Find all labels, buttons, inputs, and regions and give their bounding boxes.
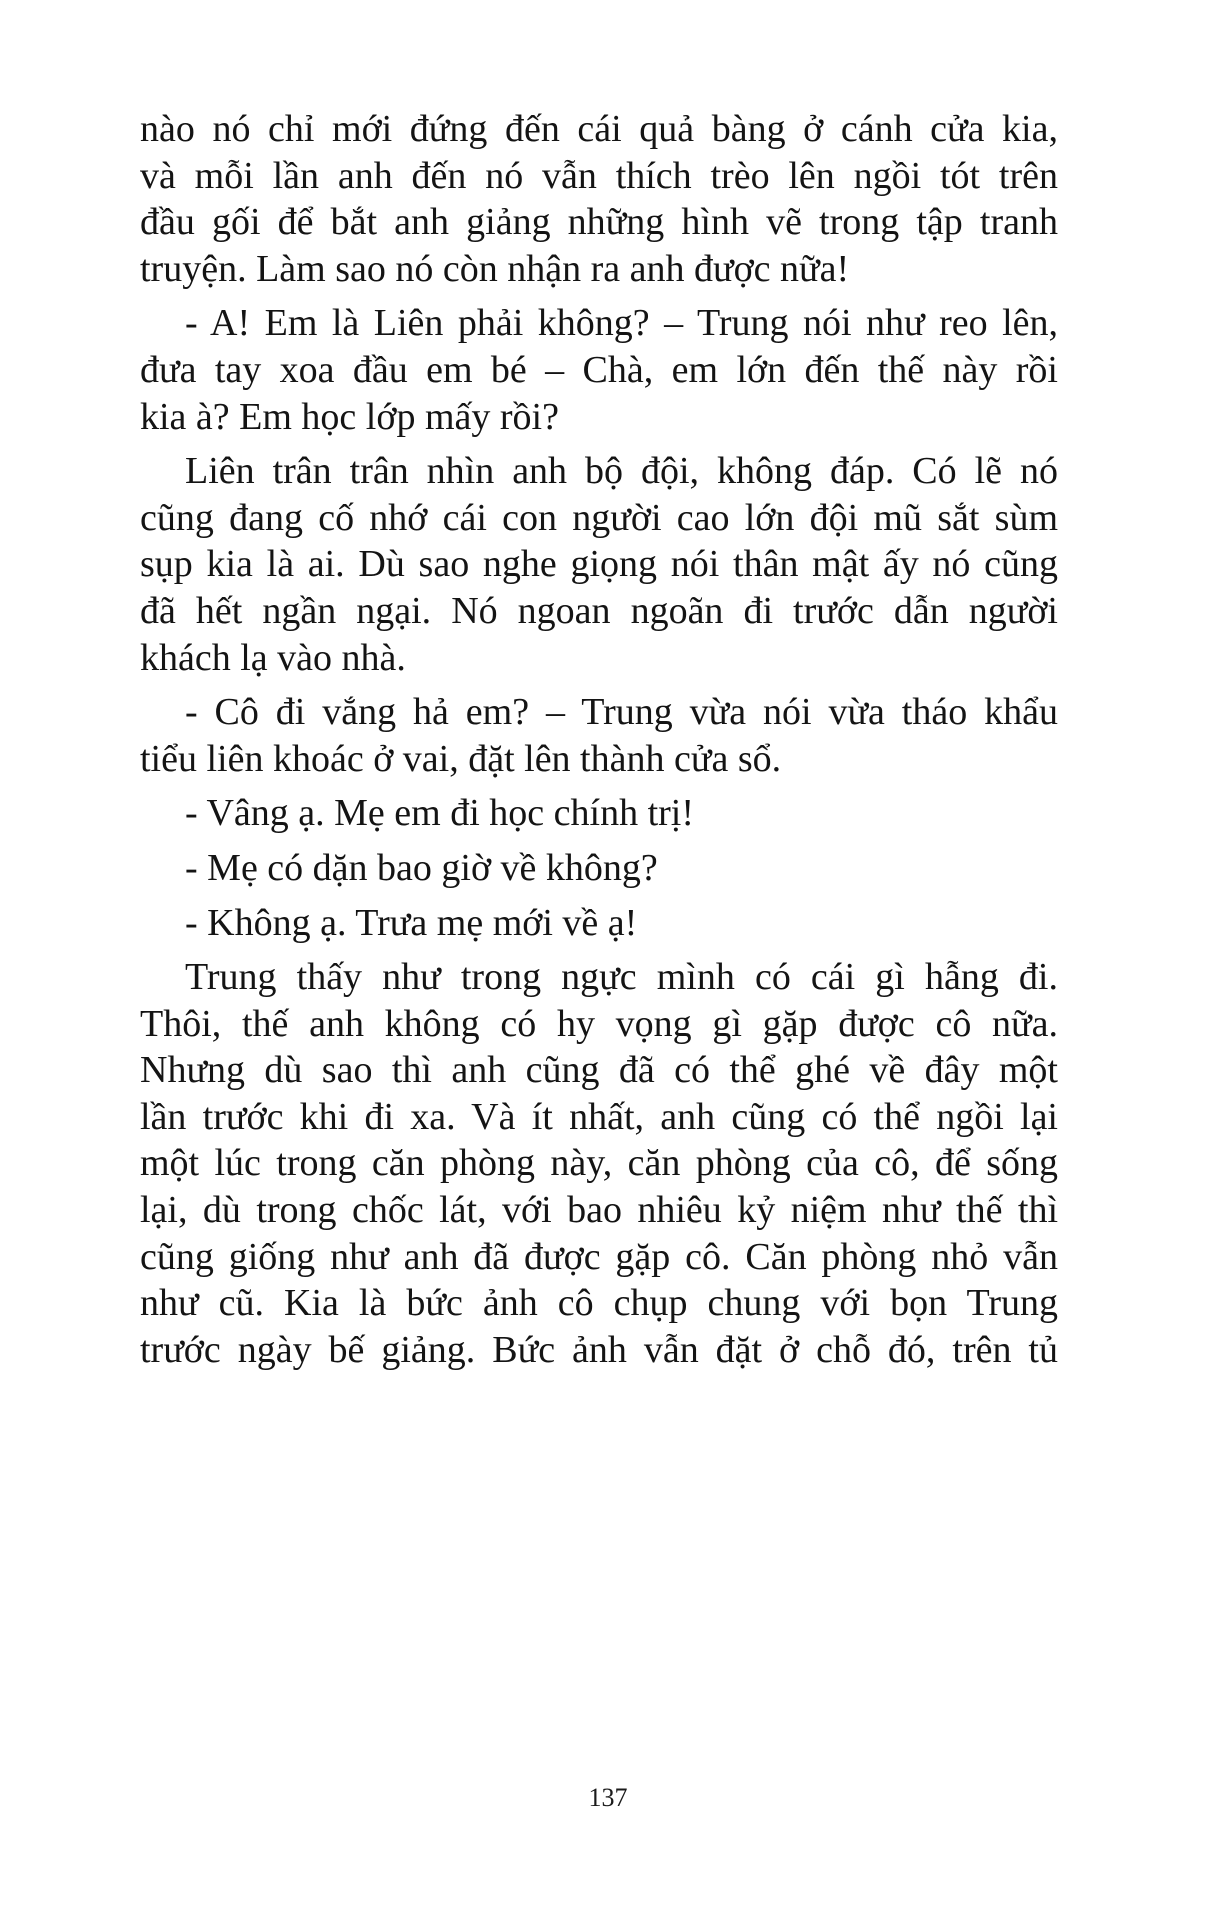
text-line: - A! Em là Liên phải không? – Trung nói như reo lên, (185, 302, 1058, 345)
text-line: kia à? Em học lớp mấy rồi? (140, 395, 559, 438)
page-number: 137 (588, 1783, 628, 1812)
text-line: tiểu liên khoác ở vai, đặt lên thành cửa sổ. (140, 737, 782, 780)
paragraph-6-dialogue (140, 845, 1058, 892)
text-line: Nhưng dù sao thì anh cũng đã có thể ghé về đây một (140, 1049, 1058, 1092)
paragraph-5-dialogue (140, 790, 1058, 837)
text-line: - Mẹ có dặn bao giờ về không? (185, 846, 658, 889)
text-line: Liên trân trân nhìn anh bộ đội, không đáp. Có lẽ nó (185, 450, 1058, 493)
text-line: khách lạ vào nhà. (140, 636, 406, 679)
body-text (140, 106, 1058, 1381)
text-line: đưa tay xoa đầu em bé – Chà, em lớn đến thế này rồi (140, 348, 1058, 391)
text-line: - Vâng ạ. Mẹ em đi học chính trị! (185, 792, 694, 835)
text-line: nào nó chỉ mới đứng đến cái quả bàng ở cánh cửa kia, (140, 108, 1058, 150)
text-line: một lúc trong căn phòng này, căn phòng của cô, để sống (140, 1142, 1058, 1185)
paragraph-2-dialogue (140, 300, 1058, 440)
text-line: Trung thấy như trong ngực mình có cái gì hẫng đi. (185, 956, 1058, 999)
paragraph-8 (140, 954, 1058, 1373)
text-line: truyện. Làm sao nó còn nhận ra anh được nữa! (140, 247, 850, 290)
text-line: lần trước khi đi xa. Và ít nhất, anh cũng có thể ngồi lại (140, 1095, 1058, 1138)
text-line: - Không ạ. Trưa mẹ mới về ạ! (185, 901, 638, 944)
paragraph-7-dialogue (140, 900, 1058, 947)
text-line: lại, dù trong chốc lát, với bao nhiêu kỷ niệm như thế thì (140, 1189, 1058, 1232)
text-line: cũng đang cố nhớ cái con người cao lớn đội mũ sắt sùm (140, 496, 1058, 539)
paragraph-3 (140, 448, 1058, 681)
text-line: sụp kia là ai. Dù sao nghe giọng nói thân mật ấy nó cũng (140, 543, 1058, 586)
paragraph-1 (140, 106, 1058, 292)
text-line: trước ngày bế giảng. Bức ảnh vẫn đặt ở chỗ đó, trên tủ (140, 1328, 1058, 1371)
text-line: - Cô đi vắng hả em? – Trung vừa nói vừa tháo khẩu (185, 691, 1058, 734)
text-line: đã hết ngần ngại. Nó ngoan ngoãn đi trước dẫn người (140, 589, 1058, 632)
text-line: Thôi, thế anh không có hy vọng gì gặp được cô nữa. (140, 1002, 1058, 1045)
text-line: cũng giống như anh đã được gặp cô. Căn phòng nhỏ vẫn (140, 1235, 1058, 1278)
text-line: như cũ. Kia là bức ảnh cô chụp chung với bọn Trung (140, 1282, 1058, 1325)
text-line: đầu gối để bắt anh giảng những hình vẽ trong tập tranh (140, 201, 1058, 244)
paragraph-4-dialogue (140, 689, 1058, 782)
text-line: và mỗi lần anh đến nó vẫn thích trèo lên ngồi tót trên (140, 154, 1058, 197)
